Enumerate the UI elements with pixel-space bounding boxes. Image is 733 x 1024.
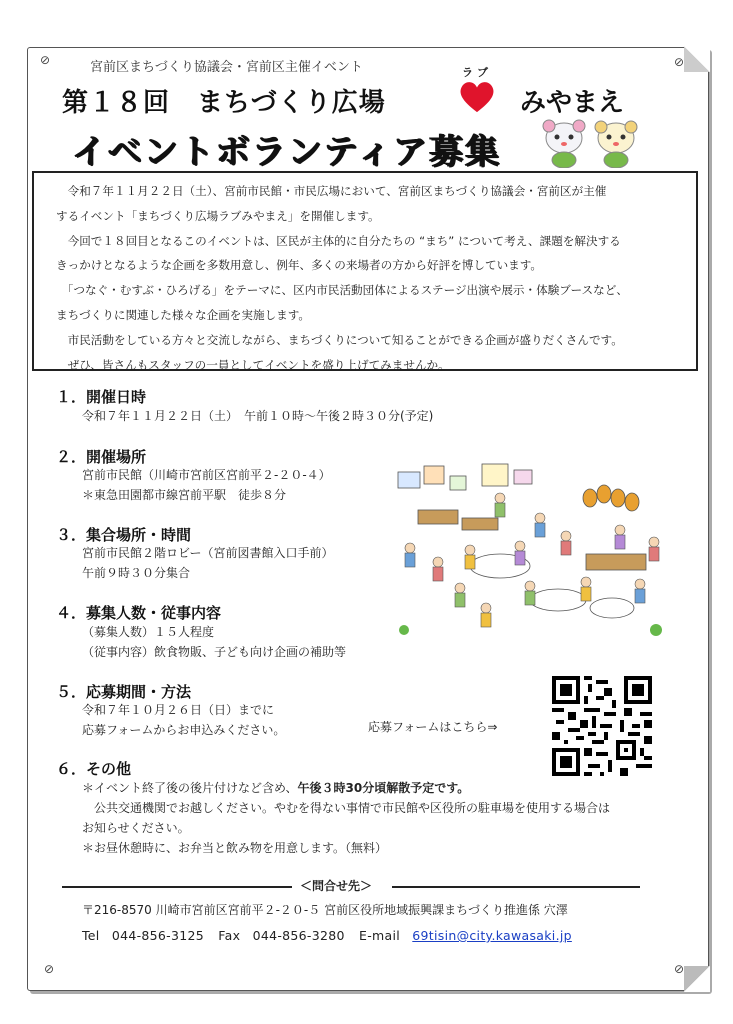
contact-address: 〒216-8570 川崎市宮前区宮前平２-２０-５ 宮前区役所地域振興課まちづくり推進係 穴澤 <box>82 903 568 917</box>
mascot-icon <box>540 118 588 168</box>
intro-line: 市民活動をしている方々と交流しながら、まちづくりについて知ることができる企画が盛りだくさんです。 <box>56 332 623 347</box>
section-text: （募集人数）１５人程度 <box>82 625 215 639</box>
page-title: 第１８回 まちづくり広場 <box>62 88 386 118</box>
intro-line: するイベント「まちづくり広場ラブみやまえ」を開催します。 <box>56 208 380 223</box>
section-heading-meeting: ３．集合場所・時間 <box>56 526 192 544</box>
other-line: 公共交通機関でお越しください。やむを得ない事情で市民館や区役所の駐車場を使用する場合は <box>82 801 611 815</box>
page-curl-bottom-right <box>684 966 710 992</box>
divider <box>392 886 640 888</box>
other-line: ＊お昼休憩時に、お弁当と飲み物を用意します。（無料） <box>82 841 388 855</box>
qr-label: 応募フォームはこちら⇒ <box>368 720 498 734</box>
title-ruby: ラブ <box>462 66 492 79</box>
contact-heading: ＜問合せ先＞ <box>300 879 373 893</box>
section-heading-datetime: １．開催日時 <box>56 388 147 406</box>
qr-code[interactable] <box>552 676 652 776</box>
screw-icon: ⊘ <box>674 55 685 69</box>
screw-icon: ⊘ <box>40 53 51 67</box>
intro-line: 「つなぐ・むすぶ・ひろげる」をテーマに、区内市民活動団体によるステージ出演や展示・体験ブースなど、 <box>56 283 628 298</box>
event-illustration <box>390 458 670 643</box>
section-heading-venue: ２．開催場所 <box>56 448 147 466</box>
section-heading-application: ５．応募期間・方法 <box>56 683 192 701</box>
fax-number: 044-856-3280 <box>252 928 345 943</box>
intro-line: まちづくりに関連した様々な企画を実施します。 <box>56 307 311 322</box>
mascot-icon <box>592 118 640 168</box>
section-text: 午前９時３０分集合 <box>82 566 191 580</box>
intro-line: 今回で１８回目となるこのイベントは、区民が主体的に自分たちの “まち” について考え、課題を解決する <box>56 233 621 248</box>
other-text: ＊イベント終了後の後片付けなど含め、 <box>82 781 298 795</box>
event-organizer: 宮前区まちづくり協議会・宮前区主催イベント <box>90 60 363 75</box>
section-text: 令和７年１０月２６日（日）までに <box>82 703 275 717</box>
other-line <box>82 778 469 798</box>
page-title-suffix: みやまえ <box>520 88 625 118</box>
section-text: ＊東急田園都市線宮前平駅 徒歩８分 <box>82 488 287 502</box>
section-text: 令和７年１１月２２日（土） 午前１０時～午後２時３０分(予定) <box>82 409 434 423</box>
dismissal-time: 午後３時30分頃解散予定です。 <box>297 781 470 795</box>
page-curl-top-right <box>684 46 710 72</box>
intro-line: きっかけとなるような企画を多数用意し、例年、多くの来場者の方から好評を博しています。 <box>56 258 543 273</box>
recruitment-heading: イベントボランティア募集 <box>72 132 502 172</box>
section-text: 宮前市民館（川崎市宮前区宮前平２-２０-４） <box>82 468 331 482</box>
fax-label: Fax <box>218 928 241 943</box>
section-heading-other: ６．その他 <box>56 760 132 778</box>
divider <box>62 886 292 888</box>
tel-number: 044-856-3125 <box>111 928 205 943</box>
screw-icon: ⊘ <box>674 962 685 976</box>
section-text: 応募フォームからお申込みください。 <box>82 723 286 737</box>
contact-phone-line <box>82 928 572 943</box>
intro-line: 令和７年１１月２２日（土）、宮前市民館・市民広場において、宮前区まちづくり協議会・宮前区が主催 <box>56 184 607 198</box>
section-heading-recruitment: ４．募集人数・従事内容 <box>56 604 222 622</box>
section-text: （従事内容）飲食物販、子ども向け企画の補助等 <box>82 645 347 659</box>
screw-icon: ⊘ <box>44 962 55 976</box>
heart-icon <box>458 80 496 114</box>
tel-label: Tel <box>82 928 100 943</box>
email-link[interactable]: 69tisin@city.kawasaki.jp <box>412 928 572 943</box>
email-label: E-mail <box>359 928 401 943</box>
intro-box <box>32 171 698 371</box>
section-text: 宮前市民館２階ロビー（宮前図書館入口手前） <box>82 546 334 560</box>
intro-line: ぜひ、皆さんもスタッフの一員としてイベントを盛り上げてみませんか。 <box>56 357 450 372</box>
other-line: お知らせください。 <box>82 821 190 835</box>
